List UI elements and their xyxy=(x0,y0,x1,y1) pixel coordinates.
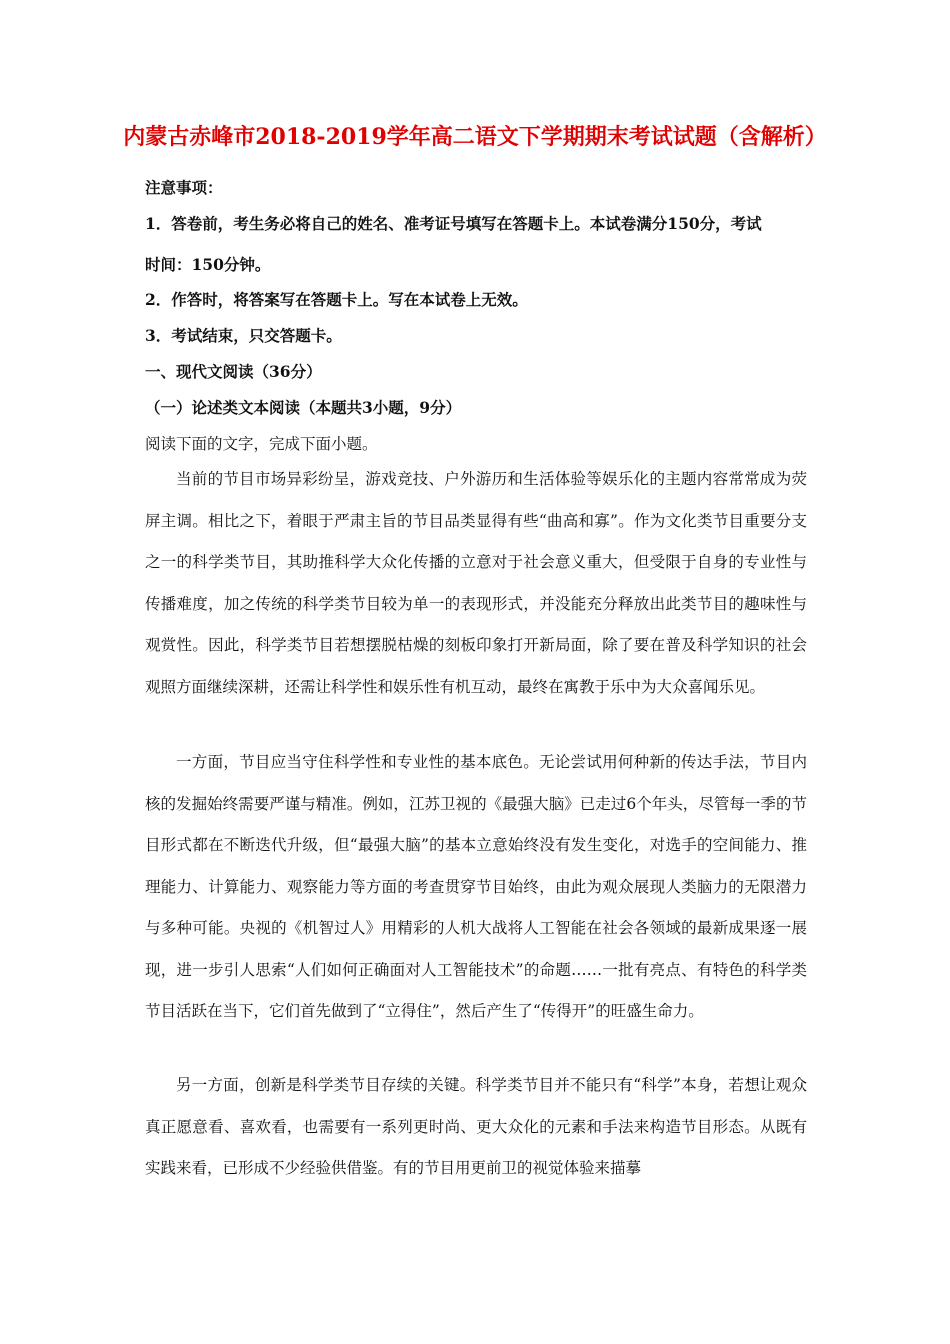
notice-heading: 注意事项： xyxy=(145,178,223,197)
reading-instruction: 阅读下面的文字，完成下面小题。 xyxy=(145,435,378,453)
notice-item-1: 1．答卷前，考生务必将自己的姓名、准考证号填写在答题卡上。本试卷满分150分，考试 xyxy=(145,214,762,233)
passage-paragraph-3: 另一方面，创新是科学类节目存续的关键。科学类节目并不能只有“科学”本身，若想让观众真正愿意看、喜欢看，也需要有一系列更时尚、更大众化的元素和手法来构造节目形态。从既有实践来看，已形成不少经验供借鉴。有的节目用更前卫的视觉体验来描摹 xyxy=(145,1076,807,1177)
section-heading: 一、现代文阅读（36分） xyxy=(145,362,322,381)
notice-item-2: 2．作答时，将答案写在答题卡上。写在本试卷上无效。 xyxy=(145,290,528,309)
notice-item-1-continued: 时间：150分钟。 xyxy=(145,255,271,274)
passage-paragraph-1: 当前的节目市场异彩纷呈，游戏竞技、户外游历和生活体验等娱乐化的主题内容常常成为荧屏主调。相比之下，着眼于严肃主旨的节目品类显得有些“曲高和寡”。作为文化类节目重要分支之一的科学类节目，其助推科学大众化传播的立意对于社会意义重大，但受限于自身的专业性与传播难度，加之传统的科学类节目较为单一的表现形式，并没能充分释放出此类节目的趣味性与观赏性。因此，科学类节目若想摆脱枯燥的刻板印象打开新局面，除了要在普及科学知识的社会观照方面继续深耕，还需让科学性和娱乐性有机互动，最终在寓教于乐中为大众喜闻乐见。 xyxy=(145,470,807,696)
passage-paragraph-2: 一方面，节目应当守住科学性和专业性的基本底色。无论尝试用何种新的传达手法，节目内核的发掘始终需要严谨与精准。例如，江苏卫视的《最强大脑》已走过6个年头，尽管每一季的节目形式都在不断迭代升级，但“最强大脑”的基本立意始终没有发生变化，对选手的空间能力、推理能力、计算能力、观察能力等方面的考查贯穿节目始终，由此为观众展现人类脑力的无限潜力与多种可能。央视的《机智过人》用精彩的人机大战将人工智能在社会各领域的最新成果逐一展现，进一步引人思索“人们如何正确面对人工智能技术”的命题……一批有亮点、有特色的科学类节目活跃在当下，它们首先做到了“立得住”，然后产生了“传得开”的旺盛生命力。 xyxy=(145,753,807,1020)
subsection-heading: （一）论述类文本阅读（本题共3小题，9分） xyxy=(145,398,462,417)
document-title: 内蒙古赤峰市2018-2019学年高二语文下学期期末考试试题（含解析） xyxy=(123,124,827,150)
notice-item-3: 3．考试结束，只交答题卡。 xyxy=(145,326,342,345)
